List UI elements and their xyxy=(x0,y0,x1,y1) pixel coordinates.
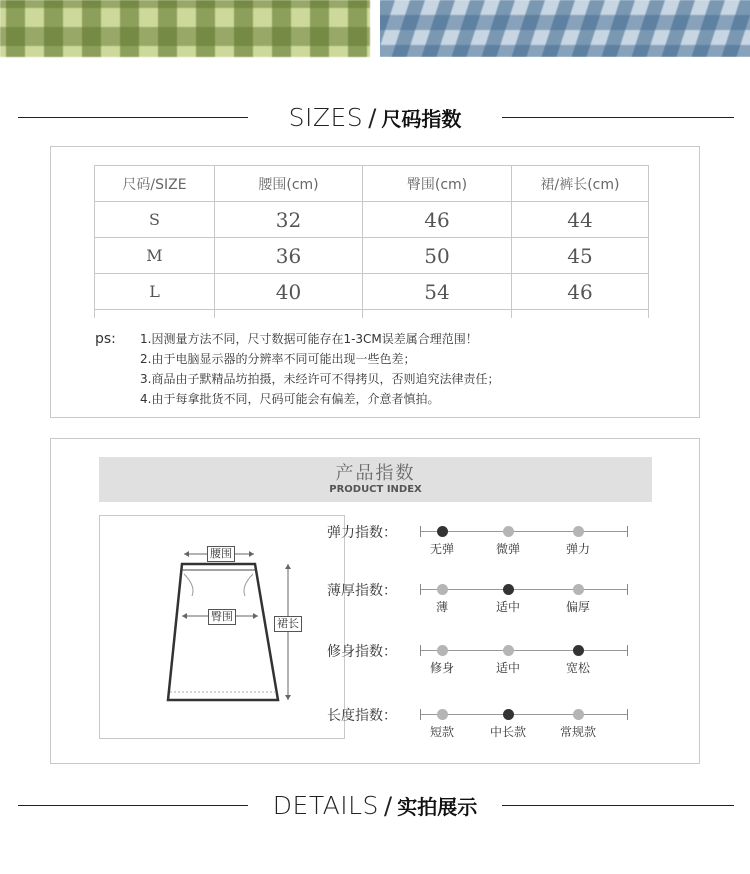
index-dot-selected xyxy=(503,709,514,720)
index-row-length xyxy=(327,705,657,745)
index-scale xyxy=(420,589,628,590)
details-heading xyxy=(0,786,750,826)
size-table xyxy=(94,165,649,318)
product-index-title-en: PRODUCT INDEX xyxy=(329,484,422,495)
index-dot-selected xyxy=(437,526,448,537)
index-dot xyxy=(573,584,584,595)
index-option: 修身 xyxy=(429,661,454,675)
index-option: 无弹 xyxy=(429,542,454,556)
index-label: 修身指数： xyxy=(327,644,397,660)
table-row xyxy=(95,238,649,274)
product-index-title-zh: 产品指数 xyxy=(335,463,416,484)
note-line: 1.因测量方法不同，尺寸数据可能存在1-3CM误差属合理范围！ xyxy=(140,332,478,346)
details-heading-slash: / xyxy=(384,792,393,820)
index-option: 偏厚 xyxy=(565,600,590,614)
size-header-length: 裙/裤长(cm) xyxy=(512,166,649,202)
index-dot xyxy=(437,709,448,720)
hip-label: 臀围 xyxy=(208,609,236,625)
hip-cell: 46 xyxy=(363,202,512,238)
size-cell: S xyxy=(95,202,215,238)
index-option: 常规款 xyxy=(559,725,596,739)
sizes-heading-slash: / xyxy=(368,104,377,132)
index-label: 长度指数： xyxy=(327,708,397,724)
size-header-size: 尺码/SIZE xyxy=(95,166,215,202)
product-photo-strip xyxy=(0,0,750,57)
blue-plaid-photo xyxy=(380,0,750,57)
length-cell: 44 xyxy=(512,202,649,238)
size-cell: L xyxy=(95,274,215,310)
size-cell: M xyxy=(95,238,215,274)
index-dot xyxy=(437,645,448,656)
product-index-panel xyxy=(50,438,700,764)
sizes-heading-zh: 尺码指数 xyxy=(381,107,462,131)
index-scale xyxy=(420,531,628,532)
index-option: 宽松 xyxy=(565,661,590,675)
size-header-waist: 腰围(cm) xyxy=(215,166,363,202)
note-line: 3.商品由子默精品坊拍摄，未经许可不得拷贝，否则追究法律责任； xyxy=(140,372,500,386)
waist-label: 腰围 xyxy=(207,546,235,562)
size-header-hip: 臀围(cm) xyxy=(363,166,512,202)
note-line: 2.由于电脑显示器的分辨率不同可能出现一些色差； xyxy=(140,352,416,366)
skirt-measurement-diagram xyxy=(99,515,345,739)
size-chart-panel xyxy=(50,146,700,418)
waist-cell: 32 xyxy=(215,202,363,238)
notes-prefix: ps: xyxy=(95,331,116,347)
sizes-heading xyxy=(0,98,750,138)
index-label: 弹力指数： xyxy=(327,525,397,541)
hip-cell: 54 xyxy=(363,274,512,310)
length-cell: 45 xyxy=(512,238,649,274)
index-option: 适中 xyxy=(495,600,520,614)
table-row xyxy=(95,274,649,310)
hip-cell: 50 xyxy=(363,238,512,274)
index-dot-selected xyxy=(573,645,584,656)
index-dot xyxy=(503,645,514,656)
index-option: 微弹 xyxy=(495,542,520,556)
sizes-heading-en: SIZES xyxy=(288,103,364,132)
index-label: 薄厚指数： xyxy=(327,583,397,599)
note-line: 4.由于每拿批货不同，尺码可能会有偏差，介意者慎拍。 xyxy=(140,392,440,406)
index-row-fit xyxy=(327,641,657,681)
index-option: 弹力 xyxy=(565,542,590,556)
waist-cell: 40 xyxy=(215,274,363,310)
green-plaid-photo xyxy=(0,0,370,57)
index-dot xyxy=(503,526,514,537)
index-row-thickness xyxy=(327,580,657,620)
details-heading-zh: 实拍展示 xyxy=(397,795,478,819)
index-option: 短款 xyxy=(429,725,454,739)
index-scale xyxy=(420,714,628,715)
length-label: 裙长 xyxy=(274,616,302,632)
index-option: 适中 xyxy=(495,661,520,675)
product-index-title-bar xyxy=(99,457,652,502)
details-heading-en: DETAILS xyxy=(272,791,379,820)
index-option: 中长款 xyxy=(489,725,526,739)
table-row xyxy=(95,202,649,238)
index-dot xyxy=(573,709,584,720)
index-scale xyxy=(420,650,628,651)
index-dot xyxy=(437,584,448,595)
index-dot xyxy=(573,526,584,537)
index-row-elasticity xyxy=(327,522,657,562)
waist-cell: 36 xyxy=(215,238,363,274)
length-cell: 46 xyxy=(512,274,649,310)
index-dot-selected xyxy=(503,584,514,595)
index-option: 薄 xyxy=(435,600,448,614)
